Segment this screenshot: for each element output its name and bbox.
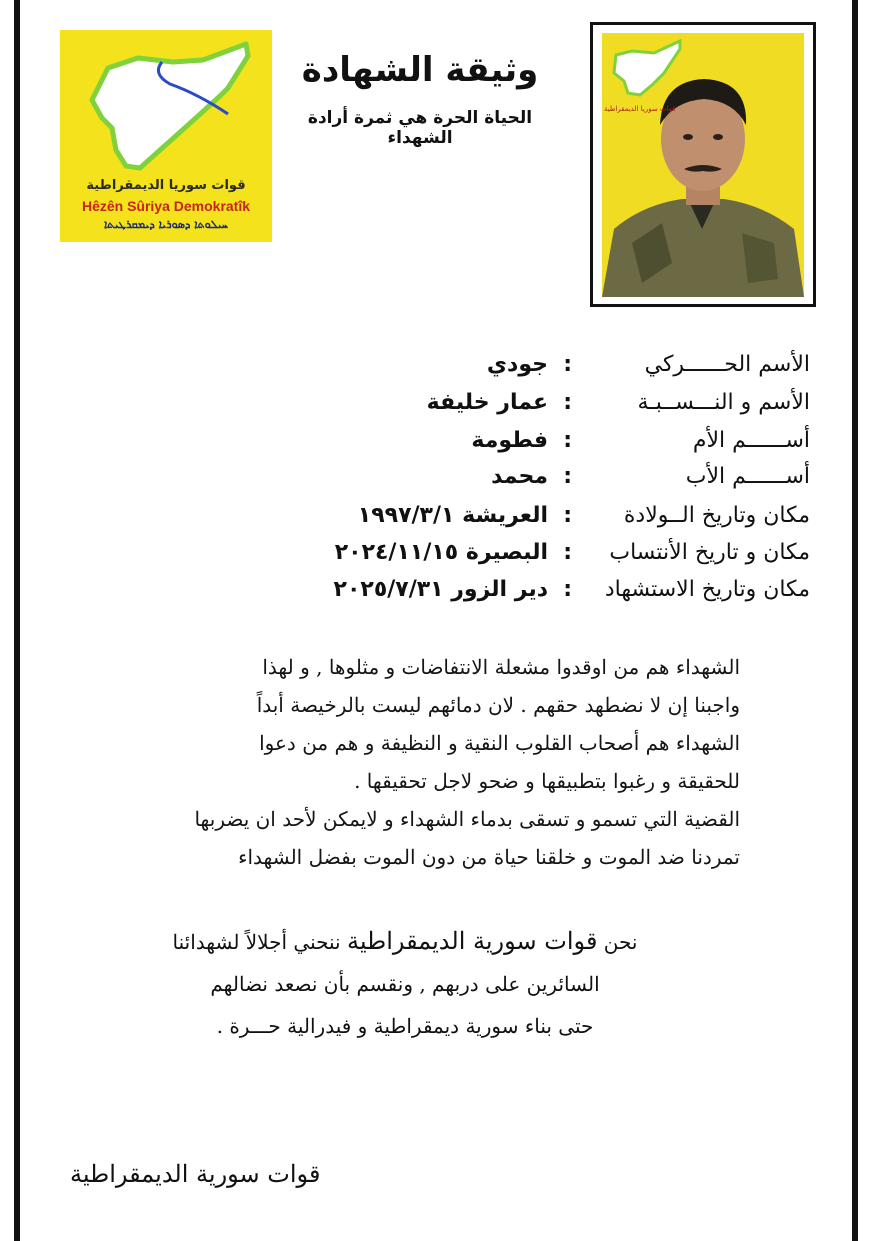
info-colon: :: [563, 352, 572, 377]
info-value: دير الزور ٢٠٢٥/٧/٣١: [333, 577, 548, 602]
pledge-prefix: نحن: [603, 930, 638, 954]
martyr-photo: [602, 33, 804, 297]
page-border-right: [852, 0, 858, 1241]
info-colon: :: [563, 428, 572, 453]
paragraph-line: واجبنا إن لا نضطهد حقهم . لان دمائهم ليست بالرخيصة أبداً: [256, 693, 740, 717]
document-motto: الحياة الحرة هي ثمرة أرادة الشهداء: [307, 108, 533, 148]
info-label: مكان وتاريخ الاستشهاد: [604, 577, 810, 602]
pledge-line-2: السائرين على دربهم , ونقسم بأن نصعد نضالهم: [210, 972, 600, 996]
info-label: الأسم و النـــســبـة: [637, 390, 810, 415]
photo-badge-text: قوات سوريا الديمقراطية: [604, 105, 676, 113]
logo-arabic-text: قوات سوريا الديمقراطية: [86, 178, 246, 193]
info-label: أســــــم الأب: [685, 464, 810, 489]
logo-kurdish-text: Hêzên Sûriya Demokratîk: [81, 198, 251, 214]
info-row: [300, 352, 810, 388]
info-label: الأسم الحــــــركي: [644, 352, 810, 377]
martyr-photo-frame: [590, 22, 816, 307]
paragraph-line: الشهداء هم من اوقدوا مشعلة الانتفاضات و مثلوها , و لهذا: [262, 655, 740, 679]
signature: قوات سورية الديمقراطية: [70, 1160, 321, 1188]
info-row: [300, 428, 810, 464]
paragraph-line: تمردنا ضد الموت و خلقنا حياة من دون الموت بفضل الشهداء: [238, 845, 740, 869]
info-colon: :: [563, 464, 572, 489]
syria-map-icon: [78, 38, 254, 178]
info-label: أســــــم الأم: [692, 428, 810, 453]
document-title: وثيقة الشهادة: [301, 50, 539, 90]
info-colon: :: [563, 577, 572, 602]
info-colon: :: [563, 540, 572, 565]
info-value: جودي: [486, 352, 548, 377]
paragraph-line: الشهداء هم أصحاب القلوب النقية و النظيفة و هم من دعوا: [259, 731, 740, 755]
info-value: عمار خليفة: [426, 390, 548, 415]
pledge-line-1: [90, 920, 720, 963]
logo-syriac-text: ܚܝܠܘܬܐ ܕܣܘܪܝܐ ܕܝܡܩܪܛܝܬܐ: [104, 218, 228, 231]
pledge-suffix: ننحني أجلالاً لشهدائنا: [172, 930, 341, 954]
info-row: [300, 390, 810, 426]
sdf-logo: [60, 30, 272, 242]
info-row: [300, 464, 810, 500]
info-value: محمد: [491, 464, 548, 489]
info-row: [300, 577, 810, 613]
info-label: مكان وتاريخ الــولادة: [623, 503, 810, 528]
pledge-org-name: قوات سورية الديمقراطية: [346, 927, 598, 955]
info-value: البصيرة ٢٠٢٤/١١/١٥: [334, 540, 548, 565]
tribute-paragraph: [60, 648, 740, 876]
info-label: مكان و تاريخ الأنتساب: [609, 540, 810, 565]
paragraph-line: للحقيقة و رغبوا بتطبيقها و ضحو لاجل تحقيقها .: [354, 769, 740, 793]
info-row: [300, 503, 810, 539]
info-value: فطومة: [471, 428, 548, 453]
page-border-left: [14, 0, 20, 1241]
info-row: [300, 540, 810, 576]
info-colon: :: [563, 390, 572, 415]
portrait-image: [602, 33, 804, 297]
info-colon: :: [563, 503, 572, 528]
pledge-line-3: حتى بناء سورية ديمقراطية و فيدرالية حـــرة .: [216, 1014, 594, 1038]
paragraph-line: القضية التي تسمو و تسقى بدماء الشهداء و لايمكن لأحد ان يضربها: [194, 807, 740, 831]
info-value: العريشة ١٩٩٧/٣/١: [357, 503, 548, 528]
pledge-statement: [90, 920, 720, 1047]
